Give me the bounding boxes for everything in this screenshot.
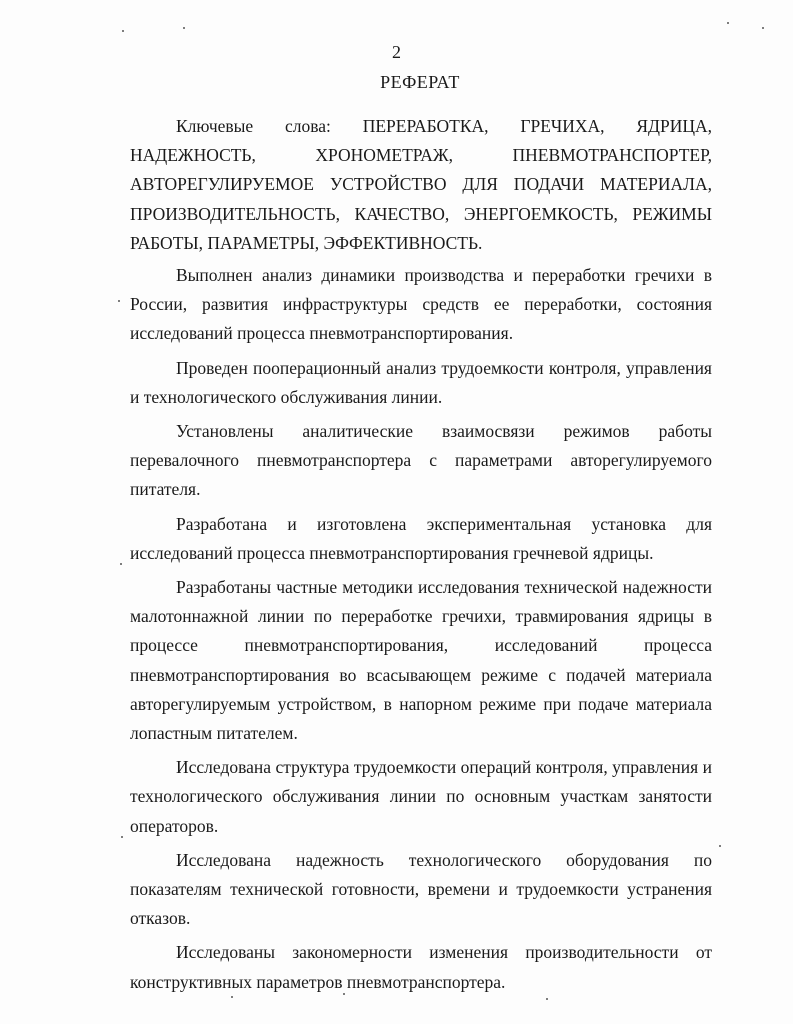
keywords-paragraph: Ключевые слова: ПЕРЕРАБОТКА, ГРЕЧИХА, ЯДРИЦА, НАДЕЖНОСТЬ, ХРОНОМЕТРАЖ, ПНЕВМОТРАНСПОРТЕР, АВТОРЕГУЛИРУЕМОЕ УСТРОЙСТВО ДЛЯ ПОДАЧИ МАТЕРИАЛА, ПРОИЗВОДИТЕЛЬНОСТЬ, КАЧЕСТВО, ЭНЕРГОЕМКОСТЬ, РЕЖИМЫ РАБОТЫ, ПАРАМЕТРЫ, ЭФФЕКТИВНОСТЬ. <box>130 116 712 253</box>
scan-speck <box>118 300 120 302</box>
paragraph-analysis: Выполнен анализ динамики производства и переработки гречихи в России, развития инфраструктуры средств ее переработки, состояния исследований процесса пневмотранспортирования. <box>130 265 712 344</box>
scan-speck <box>122 30 124 32</box>
scan-speck <box>762 27 764 29</box>
scan-speck <box>183 27 185 29</box>
scan-speck <box>343 993 345 995</box>
paragraph-methods: Разработаны частные методики исследования технической надежности малотоннажной линии по переработке гречихи, травмирования ядрицы в процессе пневмотранспортирования, исследований процесса пневмотранспортирования во всасывающем режиме с подачей материала авторегулируемым устройством, в напорном режиме при подаче материала лопастным питателем. <box>130 577 712 744</box>
paragraph-operations: Проведен пооперационный анализ трудоемкости контроля, управления и технологического обслуживания линии. <box>130 357 712 407</box>
paragraph-reliability: Исследована надежность технологического оборудования по показателям технической готовности, времени и трудоемкости устранения отказов. <box>130 849 712 929</box>
scan-speck <box>231 996 233 998</box>
page-title: РЕФЕРАТ <box>380 72 460 92</box>
scan-speck <box>727 22 729 24</box>
paragraph-relations: Установлены аналитические взаимосвязи режимов работы перевалочного пневмотранспортера с параметрами авторегулируемого питателя. <box>130 421 712 500</box>
abstract-body <box>130 112 712 1002</box>
paragraph-labor-structure: Исследована структура трудоемкости операций контроля, управления и технологического обслуживания линии по основным участкам занятости операторов. <box>130 757 712 836</box>
scan-speck <box>719 845 721 847</box>
paragraph-productivity: Исследованы закономерности изменения производительности от конструктивных параметров пневмотранспортера. <box>130 942 712 992</box>
scan-speck <box>120 563 122 565</box>
scan-speck <box>546 998 548 1000</box>
paragraph-setup: Разработана и изготовлена экспериментальная установка для исследований процесса пневмотранспортирования гречневой ядрицы. <box>130 513 712 563</box>
scan-speck <box>121 836 123 838</box>
page-number: 2 <box>392 42 401 62</box>
